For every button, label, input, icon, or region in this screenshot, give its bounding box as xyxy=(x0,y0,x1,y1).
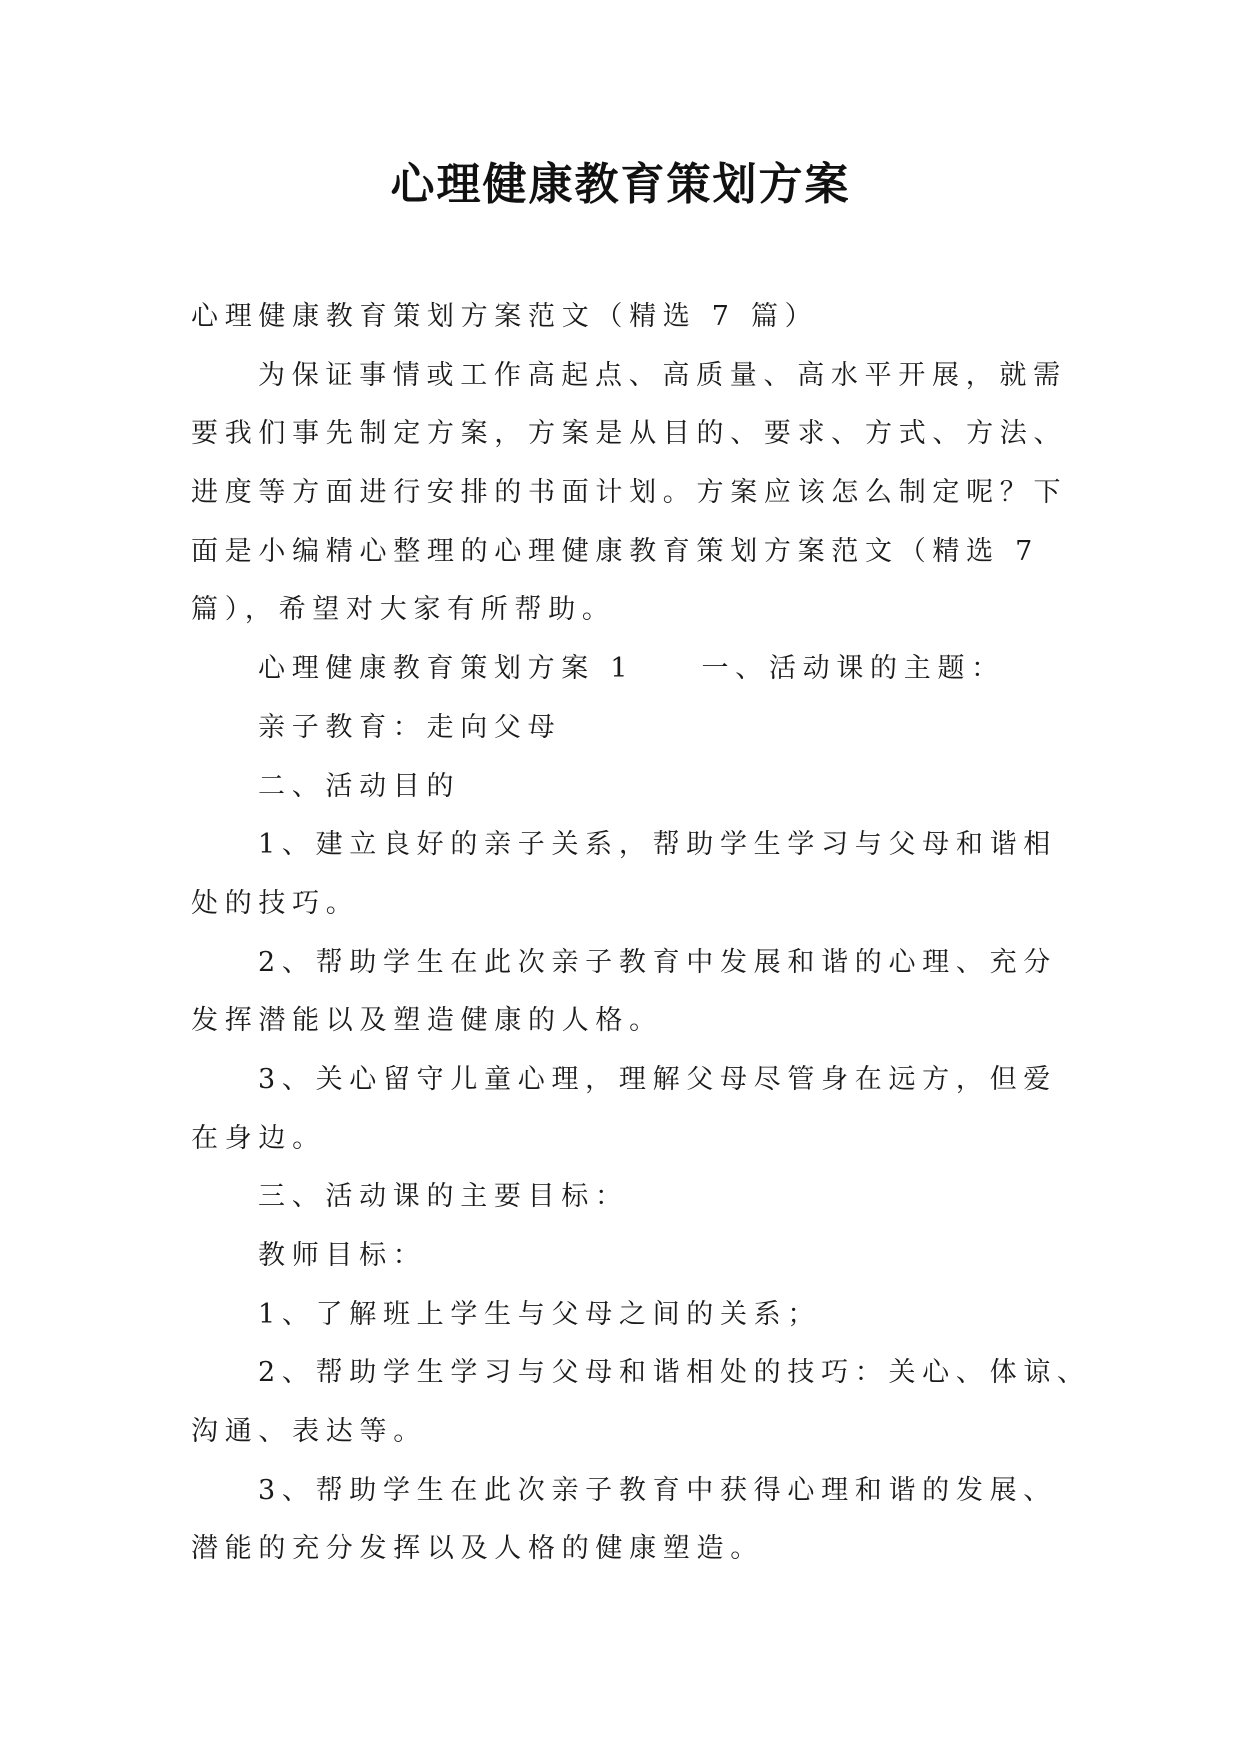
list-item-continued: 处的技巧。 xyxy=(191,887,360,919)
paragraph-line: 进度等方面进行安排的书面计划。方案应该怎么制定呢？下 xyxy=(191,477,1068,509)
list-item-continued: 潜能的充分发挥以及人格的健康塑造。 xyxy=(191,1533,764,1565)
list-item: 1、了解班上学生与父母之间的关系； xyxy=(258,1298,822,1330)
list-item: 2、帮助学生在此次亲子教育中发展和谐的心理、充分 xyxy=(258,946,1057,978)
list-item-continued: 在身边。 xyxy=(191,1122,326,1154)
list-item: 3、帮助学生在此次亲子教育中获得心理和谐的发展、 xyxy=(258,1474,1057,1506)
list-item: 2、帮助学生学习与父母和谐相处的技巧：关心、体谅、 xyxy=(258,1357,1091,1389)
section-heading: 三、活动课的主要目标： xyxy=(258,1181,629,1213)
document-subtitle: 心理健康教育策划方案范文（精选 7 篇） xyxy=(191,301,819,332)
paragraph-line: 为保证事情或工作高起点、高质量、高水平开展，就需 xyxy=(258,359,1067,391)
paragraph-line: 亲子教育：走向父母 xyxy=(258,711,562,743)
paragraph-line: 篇），希望对大家有所帮助。 xyxy=(191,594,616,626)
list-item-continued: 沟通、表达等。 xyxy=(191,1416,427,1448)
subsection-heading: 教师目标： xyxy=(258,1240,427,1271)
list-item-continued: 发挥潜能以及塑造健康的人格。 xyxy=(191,1005,663,1037)
list-item: 3、关心留守儿童心理，理解父母尽管身在远方，但爱 xyxy=(258,1063,1057,1095)
section-heading: 二、活动目的 xyxy=(258,770,461,802)
paragraph-line: 面是小编精心整理的心理健康教育策划方案范文（精选 7 xyxy=(191,535,1039,567)
section-heading: 心理健康教育策划方案 1 一、活动课的主题： xyxy=(258,653,1005,685)
document-body xyxy=(191,300,1191,1591)
paragraph-line: 要我们事先制定方案，方案是从目的、要求、方式、方法、 xyxy=(191,418,1068,450)
list-item: 1、建立良好的亲子关系，帮助学生学习与父母和谐相 xyxy=(258,829,1057,861)
document-title: 心理健康教育策划方案 xyxy=(390,159,851,210)
